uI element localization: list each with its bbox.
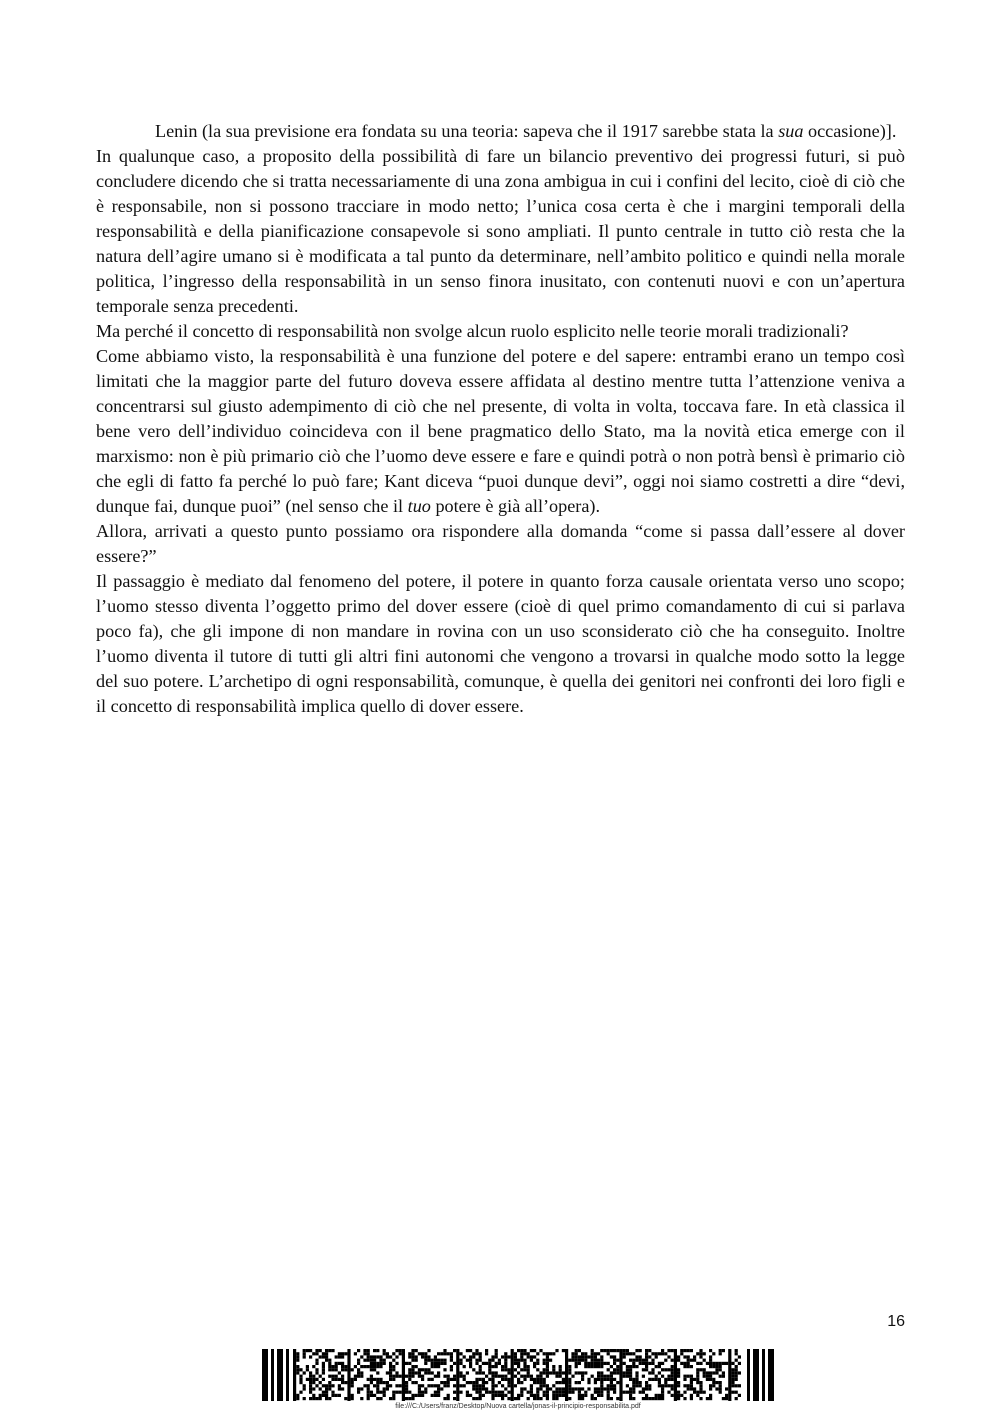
paragraph-text: Lenin (la sua previsione era fondata su una teoria: sapeva che il 1917 sarebbe stata la	[155, 121, 779, 141]
paragraph-text: Come abbiamo visto, la responsabilità è una funzione del potere e del sapere: entrambi erano un tempo così limitati che la maggior parte del futuro doveva essere affidata al destino mentre tutta l’attenzione veniva a concentrarsi sul giusto adempimento di ciò che nel presente, di volta in volta, toccava fare. In età classica il bene vero dell’individuo coincideva con il bene pragmatico dello Stato, ma la novità etica emerge con il marxismo: non è più primario ciò che l’uomo deve essere e fare e quindi potrà o non potrà bensì è primario ciò che egli di fatto fa perché lo può fare; Kant diceva “puoi dunque devi”, oggi noi siamo costretti a dire “devi, dunque fai, dunque puoi” (nel senso che il	[96, 346, 905, 516]
paragraph-lenin	[96, 119, 905, 144]
paragraph-text: potere è già all’opera).	[430, 496, 601, 516]
emphasis-text: sua	[778, 121, 804, 141]
page-body	[96, 119, 905, 719]
paragraph-ought: Allora, arrivati a questo punto possiamo ora rispondere alla domanda “come si passa dall’essere al dover essere?”	[96, 521, 905, 566]
paragraph-text: occasione)].	[803, 121, 897, 141]
paragraph-conclusion: Il passaggio è mediato dal fenomeno del potere, il potere in quanto forza causale orientata verso uno scopo; l’uomo stesso diventa l’oggetto primo del dover essere (cioè di quel primo comandamento di cui si parlava poco fa), che gli impone di non mandare in rovina con un uso sconsiderato ciò che ha conseguito. Inoltre l’uomo diventa il tutore di tutti gli altri fini autonomi che vengono a trovarsi in qualche modo sotto la legge del suo potere. L’archetipo di ogni responsabilità, comunque, è quella dei genitori nei confronti dei loro figli e il concetto di responsabilità implica quello di dover essere.	[96, 571, 905, 716]
paragraph-progress: In qualunque caso, a proposito della possibilità di fare un bilancio preventivo dei progressi futuri, si può concludere dicendo che si tratta necessariamente di una zona ambigua in cui i confini del lecito, cioè di ciò che è responsabile, non si possono tracciare in modo netto; l’unica cosa certa è che i margini temporali della responsabilità e della pianificazione consapevole si sono ampliati. Il punto centrale in tutto ciò resta che la natura dell’agire umano si è modificata a tal punto da determinare, nell’ambito politico e quindi nella morale politica, l’ingresso della responsabilità in un senso finora inusitato, con contenuti nuovi e con un’apertura temporale senza precedenti.	[96, 146, 905, 316]
paragraph-question: Ma perché il concetto di responsabilità non svolge alcun ruolo esplicito nelle teorie morali tradizionali?	[96, 321, 849, 341]
file-path-label: file:///C:/Users/franz/Desktop/Nuova cartella/jonas-il-principio-responsabilita.pdf	[395, 1403, 641, 1410]
page-number: 16	[887, 1313, 905, 1330]
emphasis-text: tuo	[407, 496, 431, 516]
barcode-icon	[262, 1349, 774, 1401]
paragraph-power-knowledge	[96, 344, 905, 519]
